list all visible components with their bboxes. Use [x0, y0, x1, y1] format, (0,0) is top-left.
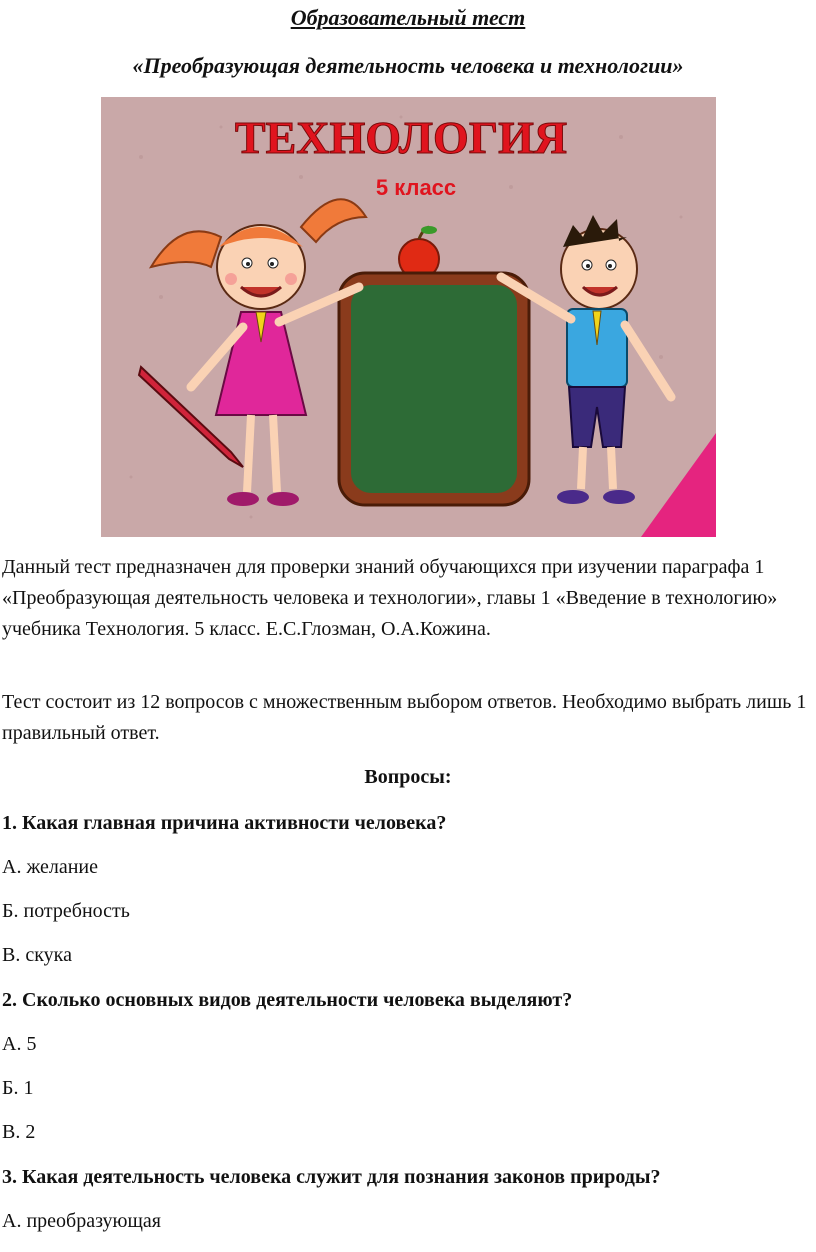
question-2-option-c: В. 2 [2, 1121, 36, 1143]
cover-grade: 5 класс [375, 175, 457, 200]
intro-paragraph-2: Тест состоит из 12 вопросов с множественным выбором ответов. Необходимо выбрать лишь 1 правильный ответ. [2, 691, 807, 744]
question-1-option-c: В. скука [2, 944, 72, 966]
question-2-option-a: А. 5 [2, 1033, 37, 1055]
question-3: 3. Какая деятельность человека служит для познания законов природы? [2, 1166, 661, 1188]
cover-illustration [101, 97, 716, 537]
question-3-option-a: А. преобразующая [2, 1210, 161, 1232]
questions-heading: Вопросы: [364, 766, 452, 788]
intro-paragraph-1: Данный тест предназначен для проверки знаний обучающихся при изучении параграфа 1 «Преобразующая деятельность человека и технологии», главы 1 «Введение в технологию» учебника Технология. 5 класс. Е.С.Глозман, О.А.Кожина. [2, 556, 778, 640]
question-1-option-a: А. желание [2, 856, 99, 878]
cover-image [101, 97, 716, 537]
question-2-option-b: Б. 1 [2, 1077, 34, 1099]
question-1: 1. Какая главная причина активности человека? [2, 812, 447, 834]
document-subtitle: «Преобразующая деятельность человека и технологии» [132, 53, 684, 78]
cover-title: ТЕХНОЛОГИЯ [234, 112, 568, 163]
question-1-option-b: Б. потребность [2, 900, 130, 922]
question-2: 2. Сколько основных видов деятельности человека выделяют? [2, 989, 573, 1011]
document-title: Образовательный тест [290, 5, 526, 30]
